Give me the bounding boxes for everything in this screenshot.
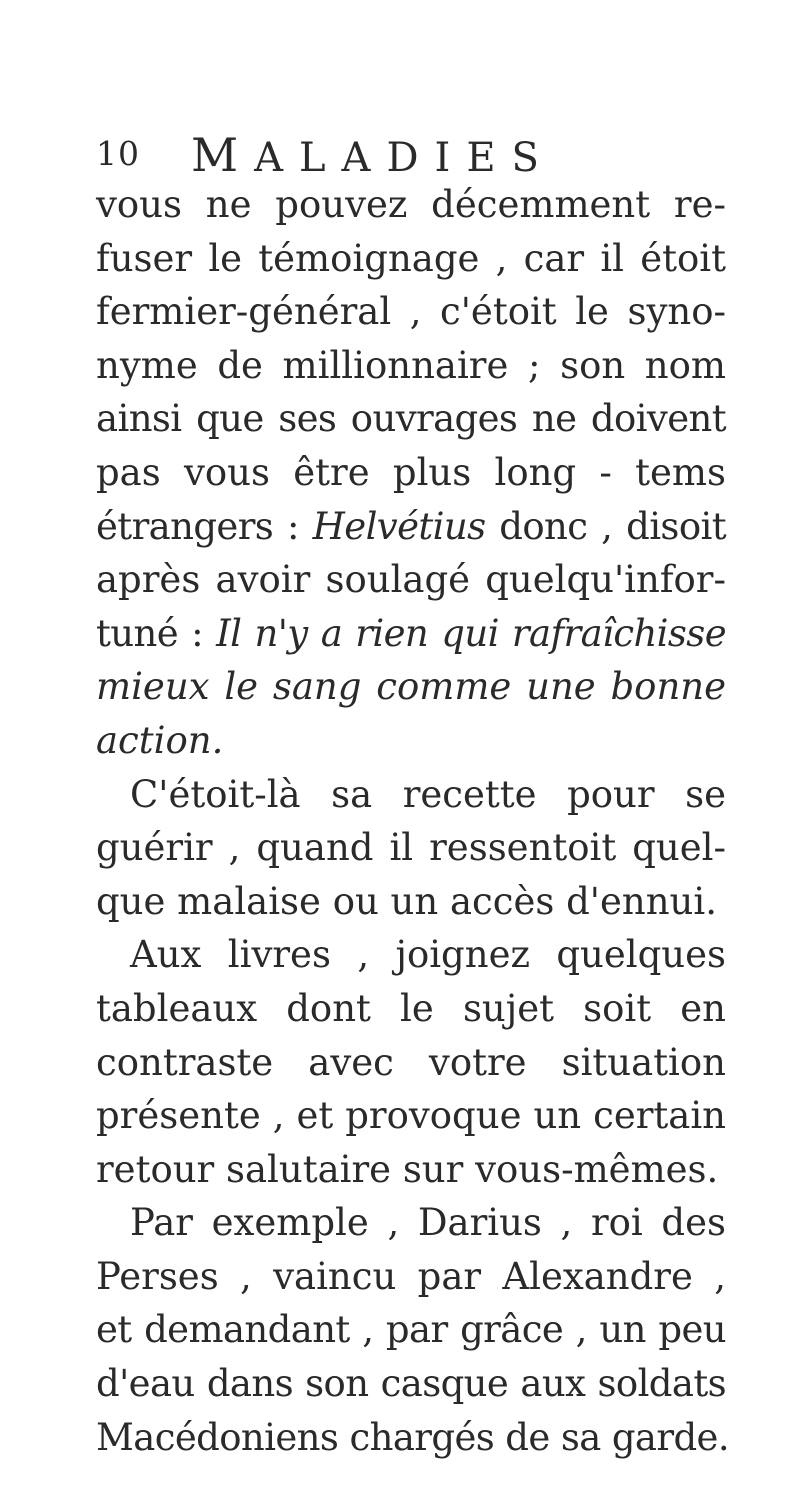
text-segment: C'étoit-là sa recette pour se xyxy=(130,772,726,816)
text-line xyxy=(96,875,726,929)
text-segment: contraste avec votre situation xyxy=(96,1040,726,1084)
body-text xyxy=(96,178,730,1464)
text-segment: fermier-général , c'étoit le syno- xyxy=(96,290,726,334)
text-segment: présente , et provoque un certain xyxy=(96,1094,726,1138)
text-segment: étrangers : xyxy=(96,504,313,548)
text-line xyxy=(96,500,726,554)
text-line xyxy=(96,1036,726,1090)
text-segment: Perses , vaincu par Alexandre , xyxy=(96,1254,726,1298)
text-segment: pas vous être plus long - tems xyxy=(96,450,726,494)
text-line xyxy=(96,1089,726,1143)
text-line xyxy=(96,660,726,714)
text-line xyxy=(96,1303,726,1357)
text-segment: ainsi que ses ouvrages ne doivent xyxy=(96,397,726,441)
text-line xyxy=(96,714,726,768)
text-segment: que malaise ou un accès d'ennui. xyxy=(96,879,717,923)
running-header xyxy=(96,128,716,182)
text-line xyxy=(96,232,726,286)
text-line xyxy=(96,553,726,607)
italic-segment: Il n'y a rien qui rafraîchisse xyxy=(216,611,726,655)
italic-segment: action. xyxy=(96,718,224,762)
italic-segment: mieux le sang comme une bonne xyxy=(96,665,726,709)
text-line xyxy=(96,1250,726,1304)
text-line xyxy=(96,178,726,232)
text-line xyxy=(96,392,726,446)
text-line xyxy=(96,446,726,500)
text-line xyxy=(96,339,726,393)
text-line xyxy=(96,285,726,339)
text-line xyxy=(96,821,726,875)
text-line xyxy=(96,1357,726,1411)
text-segment: tuné : xyxy=(96,611,217,655)
text-segment: Par exemple , Darius , roi des xyxy=(130,1201,726,1245)
text-line xyxy=(96,607,726,661)
text-segment: et demandant , par grâce , un peu xyxy=(96,1308,726,1352)
text-segment: Aux livres , joignez quelques xyxy=(130,933,726,977)
italic-segment: Helvétius xyxy=(312,504,486,548)
running-title xyxy=(191,128,555,182)
text-segment: retour salutaire sur vous-mêmes. xyxy=(96,1147,719,1191)
text-line xyxy=(96,928,726,982)
text-line xyxy=(96,1196,726,1250)
text-segment: Macédoniens chargés de sa garde. xyxy=(96,1415,730,1459)
text-segment: nyme de millionnaire ; son nom xyxy=(96,343,726,387)
text-segment: fuser le témoignage , car il étoit xyxy=(96,236,726,280)
text-segment: guérir , quand il ressentoit quel- xyxy=(96,826,726,870)
text-line xyxy=(96,1143,726,1197)
running-title-rest: ALADIES xyxy=(254,135,555,181)
text-line xyxy=(96,1411,730,1465)
text-line xyxy=(96,982,726,1036)
text-segment: après avoir soulagé quelqu'infor- xyxy=(96,558,726,602)
page-number: 10 xyxy=(96,134,140,173)
text-segment: vous ne pouvez décemment re- xyxy=(96,183,726,226)
text-segment: d'eau dans son casque aux soldats xyxy=(96,1362,726,1406)
text-segment: donc , disoit xyxy=(485,504,726,548)
text-segment: tableaux dont le sujet soit en xyxy=(96,986,726,1030)
running-title-initial: M xyxy=(191,128,255,182)
text-line xyxy=(96,768,726,822)
